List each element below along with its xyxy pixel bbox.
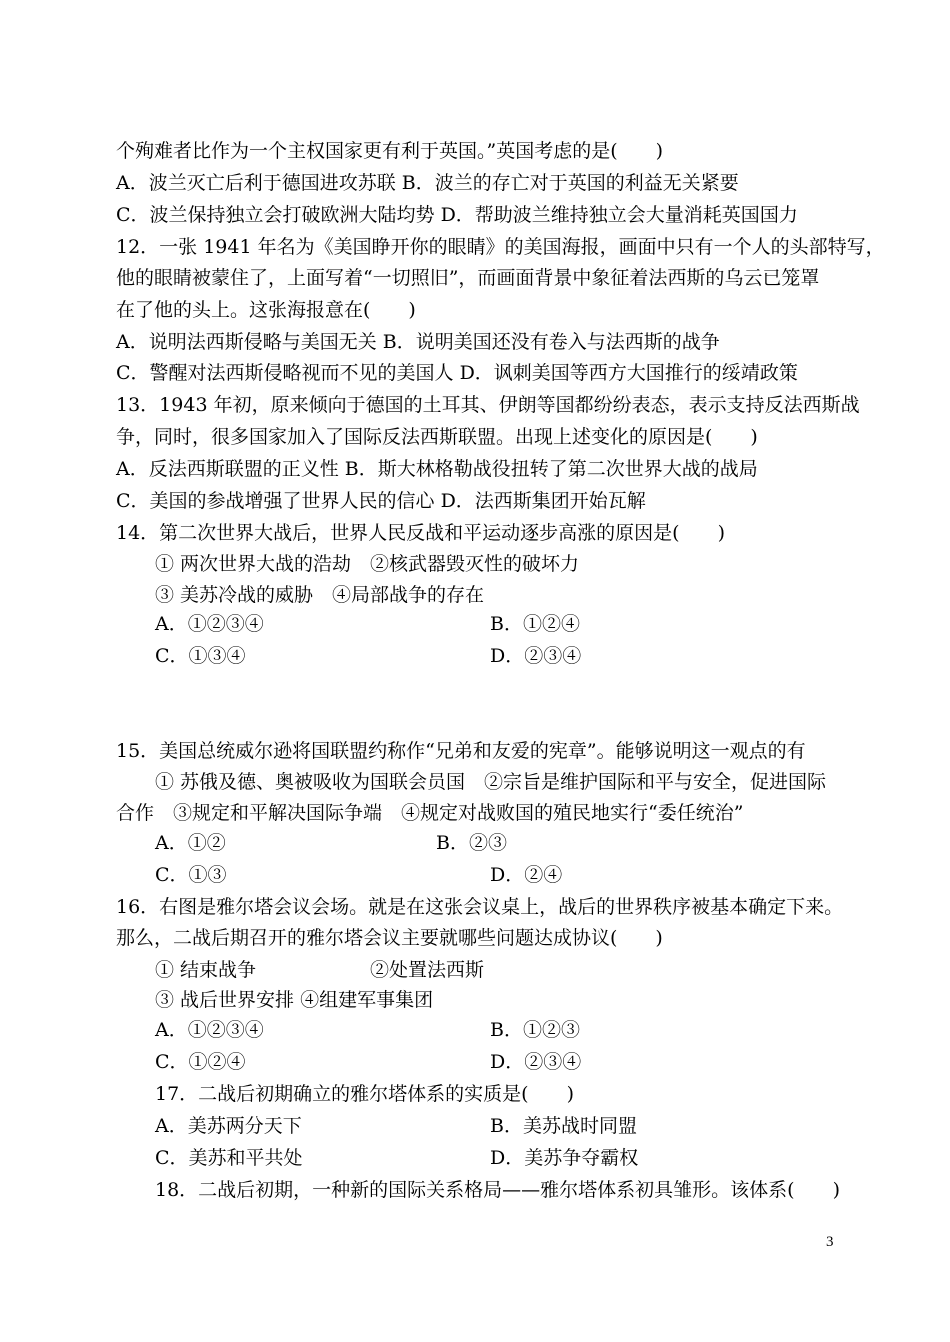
- text-line: C．美苏和平共处: [155, 1147, 303, 1169]
- text-line: D．②③④: [490, 1051, 582, 1073]
- text-line: D．②④: [490, 864, 563, 886]
- text-line: D．美苏争夺霸权: [490, 1147, 639, 1169]
- text-line: 合作 ③规定和平解决国际争端 ④规定对战败国的殖民地实行“委任统治”: [116, 802, 744, 824]
- text-line: C．波兰保持独立会打破欧洲大陆均势 D．帮助波兰维持独立会大量消耗英国国力: [116, 204, 798, 226]
- text-line: B．①②③: [490, 1019, 580, 1041]
- text-line: A．①②③④: [155, 613, 264, 635]
- text-line: 18．二战后初期，一种新的国际关系格局——雅尔塔体系初具雏形。该体系( ): [155, 1179, 841, 1201]
- text-line: ③ 美苏冷战的威胁 ④局部战争的存在: [155, 584, 485, 606]
- text-line: C．警醒对法西斯侵略视而不见的美国人 D．讽刺美国等西方大国推行的绥靖政策: [116, 362, 798, 384]
- text-line: ① 结束战争: [155, 959, 257, 981]
- text-line: A．说明法西斯侵略与美国无关 B．说明美国还没有卷入与法西斯的战争: [116, 331, 720, 353]
- text-line: 13．1943 年初，原来倾向于德国的土耳其、伊朗等国都纷纷表态，表示支持反法西斯战: [116, 394, 860, 416]
- text-line: 17．二战后初期确立的雅尔塔体系的实质是( ): [155, 1083, 575, 1105]
- text-line: ① 两次世界大战的浩劫 ②核武器毁灭性的破坏力: [155, 553, 580, 575]
- text-line: 12．一张 1941 年名为《美国睁开你的眼睛》的美国海报，画面中只有一个人的头部特写，: [116, 236, 885, 258]
- text-line: 15．美国总统威尔逊将国联盟约称作“兄弟和友爱的宪章”。能够说明这一观点的有: [116, 740, 806, 762]
- text-line: C．①③: [155, 864, 227, 886]
- text-line: 在了他的头上。这张海报意在( ): [116, 299, 416, 321]
- text-line: 14．第二次世界大战后，世界人民反战和平运动逐步高涨的原因是( ): [116, 522, 726, 544]
- text-line: B．①②④: [490, 613, 580, 635]
- text-line: 个殉难者比作为一个主权国家更有利于英国。”英国考虑的是( ): [116, 140, 664, 162]
- text-line: C．①②④: [155, 1051, 246, 1073]
- text-line: 16．右图是雅尔塔会议会场。就是在这张会议桌上，战后的世界秩序被基本确定下来。: [116, 896, 844, 918]
- text-line: A．波兰灭亡后利于德国进攻苏联 B．波兰的存亡对于英国的利益无关紧要: [116, 172, 739, 194]
- text-line: ③ 战后世界安排 ④组建军事集团: [155, 989, 434, 1011]
- text-line: 他的眼睛被蒙住了，上面写着“一切照旧”，而画面背景中象征着法西斯的乌云已笼罩: [116, 267, 820, 289]
- text-line: B．②③: [436, 832, 507, 854]
- text-line: ②处置法西斯: [370, 959, 485, 981]
- text-line: C．美国的参战增强了世界人民的信心 D．法西斯集团开始瓦解: [116, 490, 646, 512]
- text-line: A．反法西斯联盟的正义性 B．斯大林格勒战役扭转了第二次世界大战的战局: [116, 458, 758, 480]
- text-line: A．①②③④: [155, 1019, 264, 1041]
- text-line: A．①②: [155, 832, 226, 854]
- text-line: 那么，二战后期召开的雅尔塔会议主要就哪些问题达成协议( ): [116, 927, 663, 949]
- text-line: ① 苏俄及德、奥被吸收为国联会员国 ②宗旨是维护国际和平与安全，促进国际: [155, 771, 827, 793]
- text-line: C．①③④: [155, 645, 246, 667]
- page-number: 3: [826, 1234, 834, 1250]
- text-line: B．美苏战时同盟: [490, 1115, 637, 1137]
- text-line: D．②③④: [490, 645, 582, 667]
- text-line: 争，同时，很多国家加入了国际反法西斯联盟。出现上述变化的原因是( ): [116, 426, 758, 448]
- text-line: A．美苏两分天下: [155, 1115, 302, 1137]
